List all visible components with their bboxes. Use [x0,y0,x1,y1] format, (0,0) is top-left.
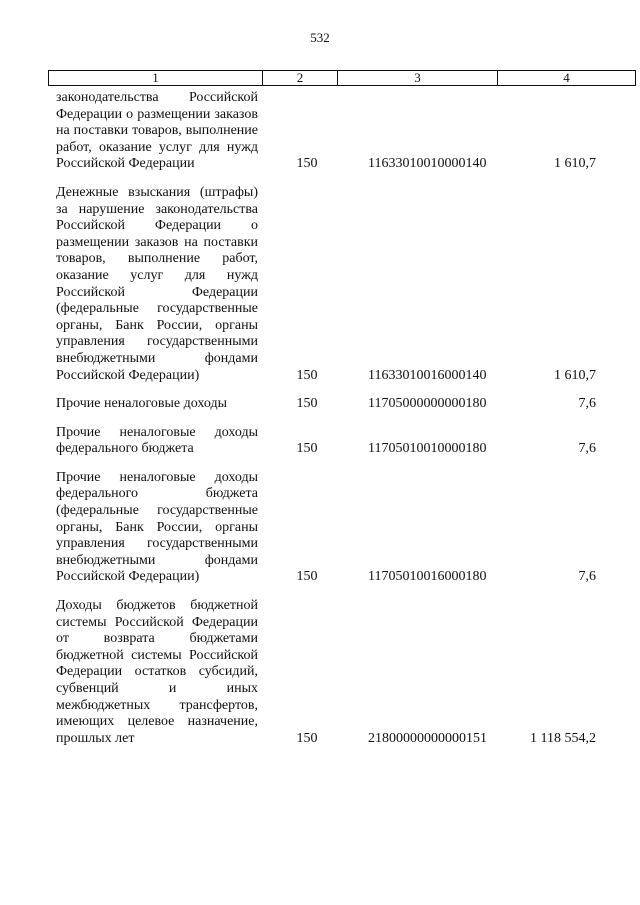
row-amount: 1 118 554,2 [530,730,596,746]
column-header-4: 4 [563,70,570,85]
row-code: 150 [296,156,318,172]
table-row [56,470,596,586]
row-kbk: 11705010010000180 [368,441,487,457]
row-amount: 7,6 [578,569,596,585]
row-kbk: 11633010010000140 [368,156,487,172]
row-name: Прочие неналоговые доходы [56,396,228,412]
table-body [56,90,596,759]
row-code: 150 [296,441,318,457]
row-amount: 1 610,7 [554,367,596,383]
row-kbk: 11705010016000180 [368,569,487,585]
row-kbk: 11705000000000180 [368,396,487,412]
table-header [48,70,636,86]
table-row [56,90,596,173]
column-header-3: 3 [338,71,498,85]
column-header-2: 2 [263,71,338,85]
page-number: 532 [310,30,330,45]
table-row [56,185,596,384]
row-code: 150 [296,730,318,746]
table-row [56,396,596,413]
row-code: 150 [296,367,318,383]
row-amount: 7,6 [578,441,596,457]
row-name: Денежные взыскания (штрафы) за нарушение законодательства Российской Федерации о размещении заказов на поставки товаров, выполнение работ, оказание услуг для нужд Российской Федерации (федеральные государственные органы, Банк России, органы управления государственными внебюджетными фондами Российской Федерации) [56,184,258,383]
row-code: 150 [296,396,318,412]
row-code: 150 [296,569,318,585]
row-name: Доходы бюджетов бюджетной системы Российской Федерации от возврата бюджетами бюджетной системы Российской Федерации остатков субсидий, субвенций и иных межбюджетных трансфертов, имеющих целевое назначение, прошлых лет [56,598,258,746]
row-kbk: 11633010016000140 [368,367,487,383]
row-kbk: 21800000000000151 [368,730,487,746]
table-row [56,598,596,747]
row-amount: 1 610,7 [554,156,596,172]
column-header-1: 1 [49,71,263,85]
row-name: Прочие неналоговые доходы федерального бюджета (федеральные государственные органы, Банк России, органы управления государственными внебюджетными фондами Российской Федерации) [56,469,258,585]
row-amount: 7,6 [578,396,596,412]
row-name: законодательства Российской Федерации о размещении заказов на поставки товаров, выполнение работ, оказание услуг для нужд Российской Федерации [56,90,258,172]
row-name: Прочие неналоговые доходы федерального бюджета [56,424,258,457]
table-row [56,425,596,458]
